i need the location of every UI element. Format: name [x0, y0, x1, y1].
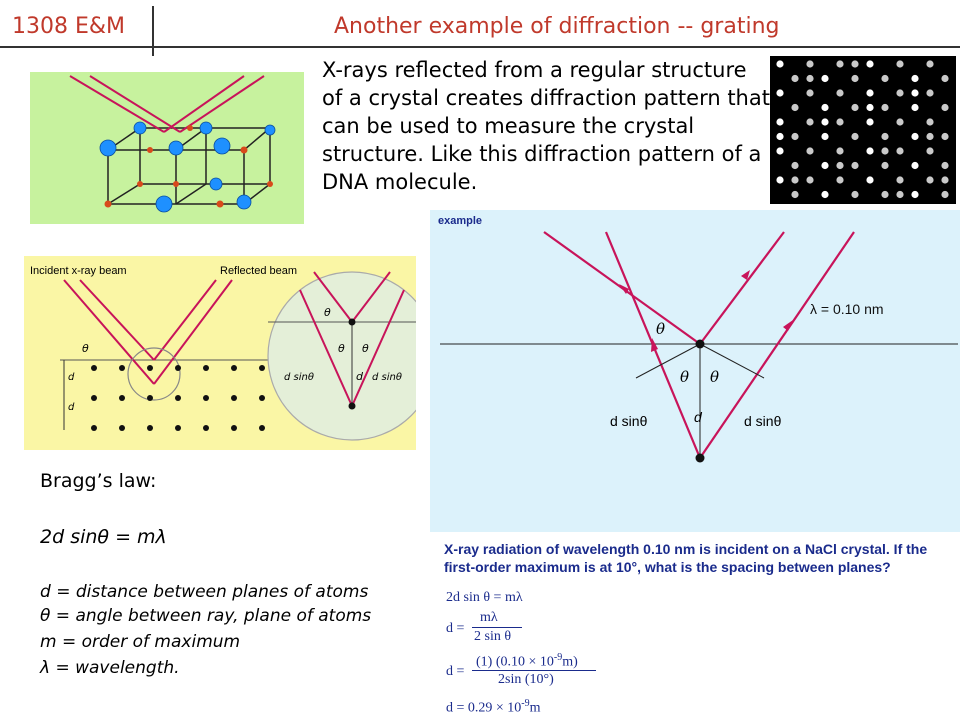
diffraction-spot [806, 147, 813, 154]
diffraction-spot [941, 133, 948, 140]
lattice-atom [259, 425, 265, 431]
diffraction-spot [821, 162, 828, 169]
lattice-atom [259, 365, 265, 371]
diffraction-spot [806, 176, 813, 183]
diffraction-spot [911, 75, 918, 82]
solution-eq4-exponent: -9 [521, 698, 530, 709]
perp-line-left [636, 344, 700, 378]
diffraction-spot [866, 176, 873, 183]
diffraction-spot [851, 133, 858, 140]
diffraction-spot [851, 60, 858, 67]
lattice-atom [203, 395, 209, 401]
zoom-d-label: d [356, 370, 363, 383]
spacing-d-label: d [694, 409, 702, 425]
lattice-atom [175, 365, 181, 371]
lattice-atom [147, 395, 153, 401]
bragg-law-heading: Bragg’s law: [40, 470, 157, 492]
crystal-lattice-figure [30, 72, 304, 224]
diffraction-spot [866, 104, 873, 111]
theta-label-incident: θ [656, 320, 666, 338]
diffraction-spot [896, 89, 903, 96]
diffraction-spot [836, 60, 843, 67]
solution-eq4 [446, 698, 541, 717]
intro-paragraph: X-rays reflected from a regular structure of a crystal creates diffraction pattern that can be used to measure the crystal structure. Like this diffraction pattern of a DNA molecule. [322, 58, 770, 194]
diffraction-spot [791, 191, 798, 198]
diffraction-spot [926, 89, 933, 96]
zoom-theta-label-3: θ [362, 342, 369, 355]
lattice-atom [231, 425, 237, 431]
diffraction-spot [821, 104, 828, 111]
incident-beam-label: Incident x-ray beam [30, 265, 127, 277]
solution-eq3-num-end: m) [562, 654, 578, 670]
plane-spacing-label-1: d [68, 372, 75, 383]
diffraction-spot [896, 60, 903, 67]
example-question: X-ray radiation of wavelength 0.10 nm is incident on a NaCl crystal. If the first-order maximum is at 10°, what is the spacing between planes? [444, 541, 928, 575]
diffraction-spot [881, 75, 888, 82]
slide-title: Another example of diffraction -- grating [334, 14, 780, 39]
solution-eq2-den: 2 sin θ [474, 629, 512, 644]
diffraction-spot [911, 162, 918, 169]
solution-eq3-den: 2sin (10°) [498, 672, 554, 687]
diffraction-spot [836, 162, 843, 169]
diffraction-spot [851, 75, 858, 82]
diffraction-spot [926, 176, 933, 183]
atom-bottom [696, 454, 705, 463]
diffraction-spot [791, 133, 798, 140]
diffraction-spot [881, 104, 888, 111]
diffraction-spot [776, 147, 783, 154]
diffraction-spot [926, 147, 933, 154]
solution-eq3-lhs: d = [446, 664, 465, 679]
diffraction-spot [926, 133, 933, 140]
solution-eq3-fraction-bar [472, 670, 596, 671]
diffraction-spot [911, 133, 918, 140]
zoom-dsin-left: d sinθ [284, 372, 314, 383]
diffraction-spot [821, 133, 828, 140]
path-diff-right: d sinθ [744, 413, 782, 429]
diffraction-spot [851, 104, 858, 111]
diffraction-spot [776, 133, 783, 140]
definition-d: d = distance between planes of atoms [40, 582, 369, 602]
diffraction-spot [776, 60, 783, 67]
theta-label-right: θ [710, 368, 720, 386]
diffraction-spot [881, 191, 888, 198]
solution-eq3-num [476, 652, 578, 671]
definition-m: m = order of maximum [40, 632, 241, 652]
diffraction-spot [836, 147, 843, 154]
diffraction-spot [896, 176, 903, 183]
diffraction-spot [791, 162, 798, 169]
diffraction-spot [926, 60, 933, 67]
solution-eq4-text: d = 0.29 × 10 [446, 700, 522, 716]
diffraction-spot [836, 89, 843, 96]
path-diff-left: d sinθ [610, 413, 648, 429]
theta-label-left: θ [680, 368, 690, 386]
lattice-atom [203, 425, 209, 431]
header-divider [0, 46, 960, 48]
zoom-atom-top [349, 319, 356, 326]
diffraction-spot [791, 104, 798, 111]
diffraction-spot [881, 162, 888, 169]
course-label: 1308 E&M [12, 14, 126, 39]
diffraction-spot [866, 118, 873, 125]
solution-eq3-num-text: (1) (0.10 × 10 [476, 654, 554, 670]
lattice-atom [91, 425, 97, 431]
lattice-atom [203, 365, 209, 371]
lattice-atom [119, 395, 125, 401]
diffraction-spot [881, 147, 888, 154]
solution-eq2-fraction-bar [472, 627, 522, 628]
diffraction-spot [896, 147, 903, 154]
lattice-atom [175, 395, 181, 401]
definition-theta: θ = angle between ray, plane of atoms [40, 606, 372, 626]
ray-arrowheads [619, 270, 793, 352]
zoom-atom-bottom [349, 403, 356, 410]
definition-lambda: λ = wavelength. [40, 658, 180, 678]
diffraction-spot [941, 75, 948, 82]
diffraction-spot [821, 75, 828, 82]
zoom-theta-label-1: θ [324, 306, 331, 319]
solution-eq4-end: m [529, 700, 541, 716]
diffraction-spot [866, 60, 873, 67]
zoom-theta-label-2: θ [338, 342, 345, 355]
diffraction-spot [836, 176, 843, 183]
diffraction-spot [881, 133, 888, 140]
diffraction-spot [791, 176, 798, 183]
diffraction-spot [776, 176, 783, 183]
bragg-equation: 2d sinθ = mλ [40, 526, 167, 548]
solution-eq3-num-exponent: -9 [553, 652, 563, 663]
diffraction-spot [941, 104, 948, 111]
diffraction-spot [941, 176, 948, 183]
lattice-atom [231, 395, 237, 401]
diffraction-spot [866, 147, 873, 154]
reflected-beam-label: Reflected beam [220, 265, 298, 277]
diffraction-spot [866, 89, 873, 96]
diffraction-spot [791, 75, 798, 82]
diffraction-spot [806, 60, 813, 67]
diffraction-spot [896, 118, 903, 125]
bragg-theta-label: θ [82, 342, 89, 355]
diffraction-spot [821, 191, 828, 198]
diffraction-spot [806, 75, 813, 82]
diffraction-spot [776, 118, 783, 125]
lattice-atom [91, 395, 97, 401]
diffraction-spot [911, 191, 918, 198]
lattice-atom [259, 395, 265, 401]
diffraction-spot [851, 162, 858, 169]
diffraction-spot [911, 89, 918, 96]
diffraction-spot [806, 89, 813, 96]
diffraction-spot [911, 104, 918, 111]
lattice-atom [175, 425, 181, 431]
lattice-atom [119, 425, 125, 431]
diffraction-spot [926, 118, 933, 125]
diffraction-spot [851, 191, 858, 198]
lattice-atom [231, 365, 237, 371]
diffraction-spot [836, 118, 843, 125]
lattice-atom [91, 365, 97, 371]
lattice-atom [147, 365, 153, 371]
diffraction-spot [806, 118, 813, 125]
example-diagram [430, 210, 960, 532]
solution-eq1: 2d sin θ = mλ [446, 590, 523, 605]
plane-spacing-label-2: d [68, 402, 75, 413]
example-tag: example [438, 215, 483, 227]
lattice-atom [147, 425, 153, 431]
example-panel [430, 210, 960, 532]
diffraction-spot [821, 118, 828, 125]
dna-diffraction-pattern [770, 56, 956, 204]
lattice-atom [119, 365, 125, 371]
header-separator [152, 6, 154, 56]
diffraction-spot [776, 89, 783, 96]
solution-eq2-num: mλ [480, 610, 498, 625]
diffraction-spot [941, 191, 948, 198]
bragg-diagram [24, 256, 416, 450]
wavelength-label: λ = 0.10 nm [810, 301, 884, 317]
diffraction-spot [941, 162, 948, 169]
solution-eq2-lhs: d = [446, 621, 465, 636]
atom-top [696, 340, 705, 349]
diffraction-spot [896, 191, 903, 198]
zoom-dsin-right: d sinθ [372, 372, 402, 383]
